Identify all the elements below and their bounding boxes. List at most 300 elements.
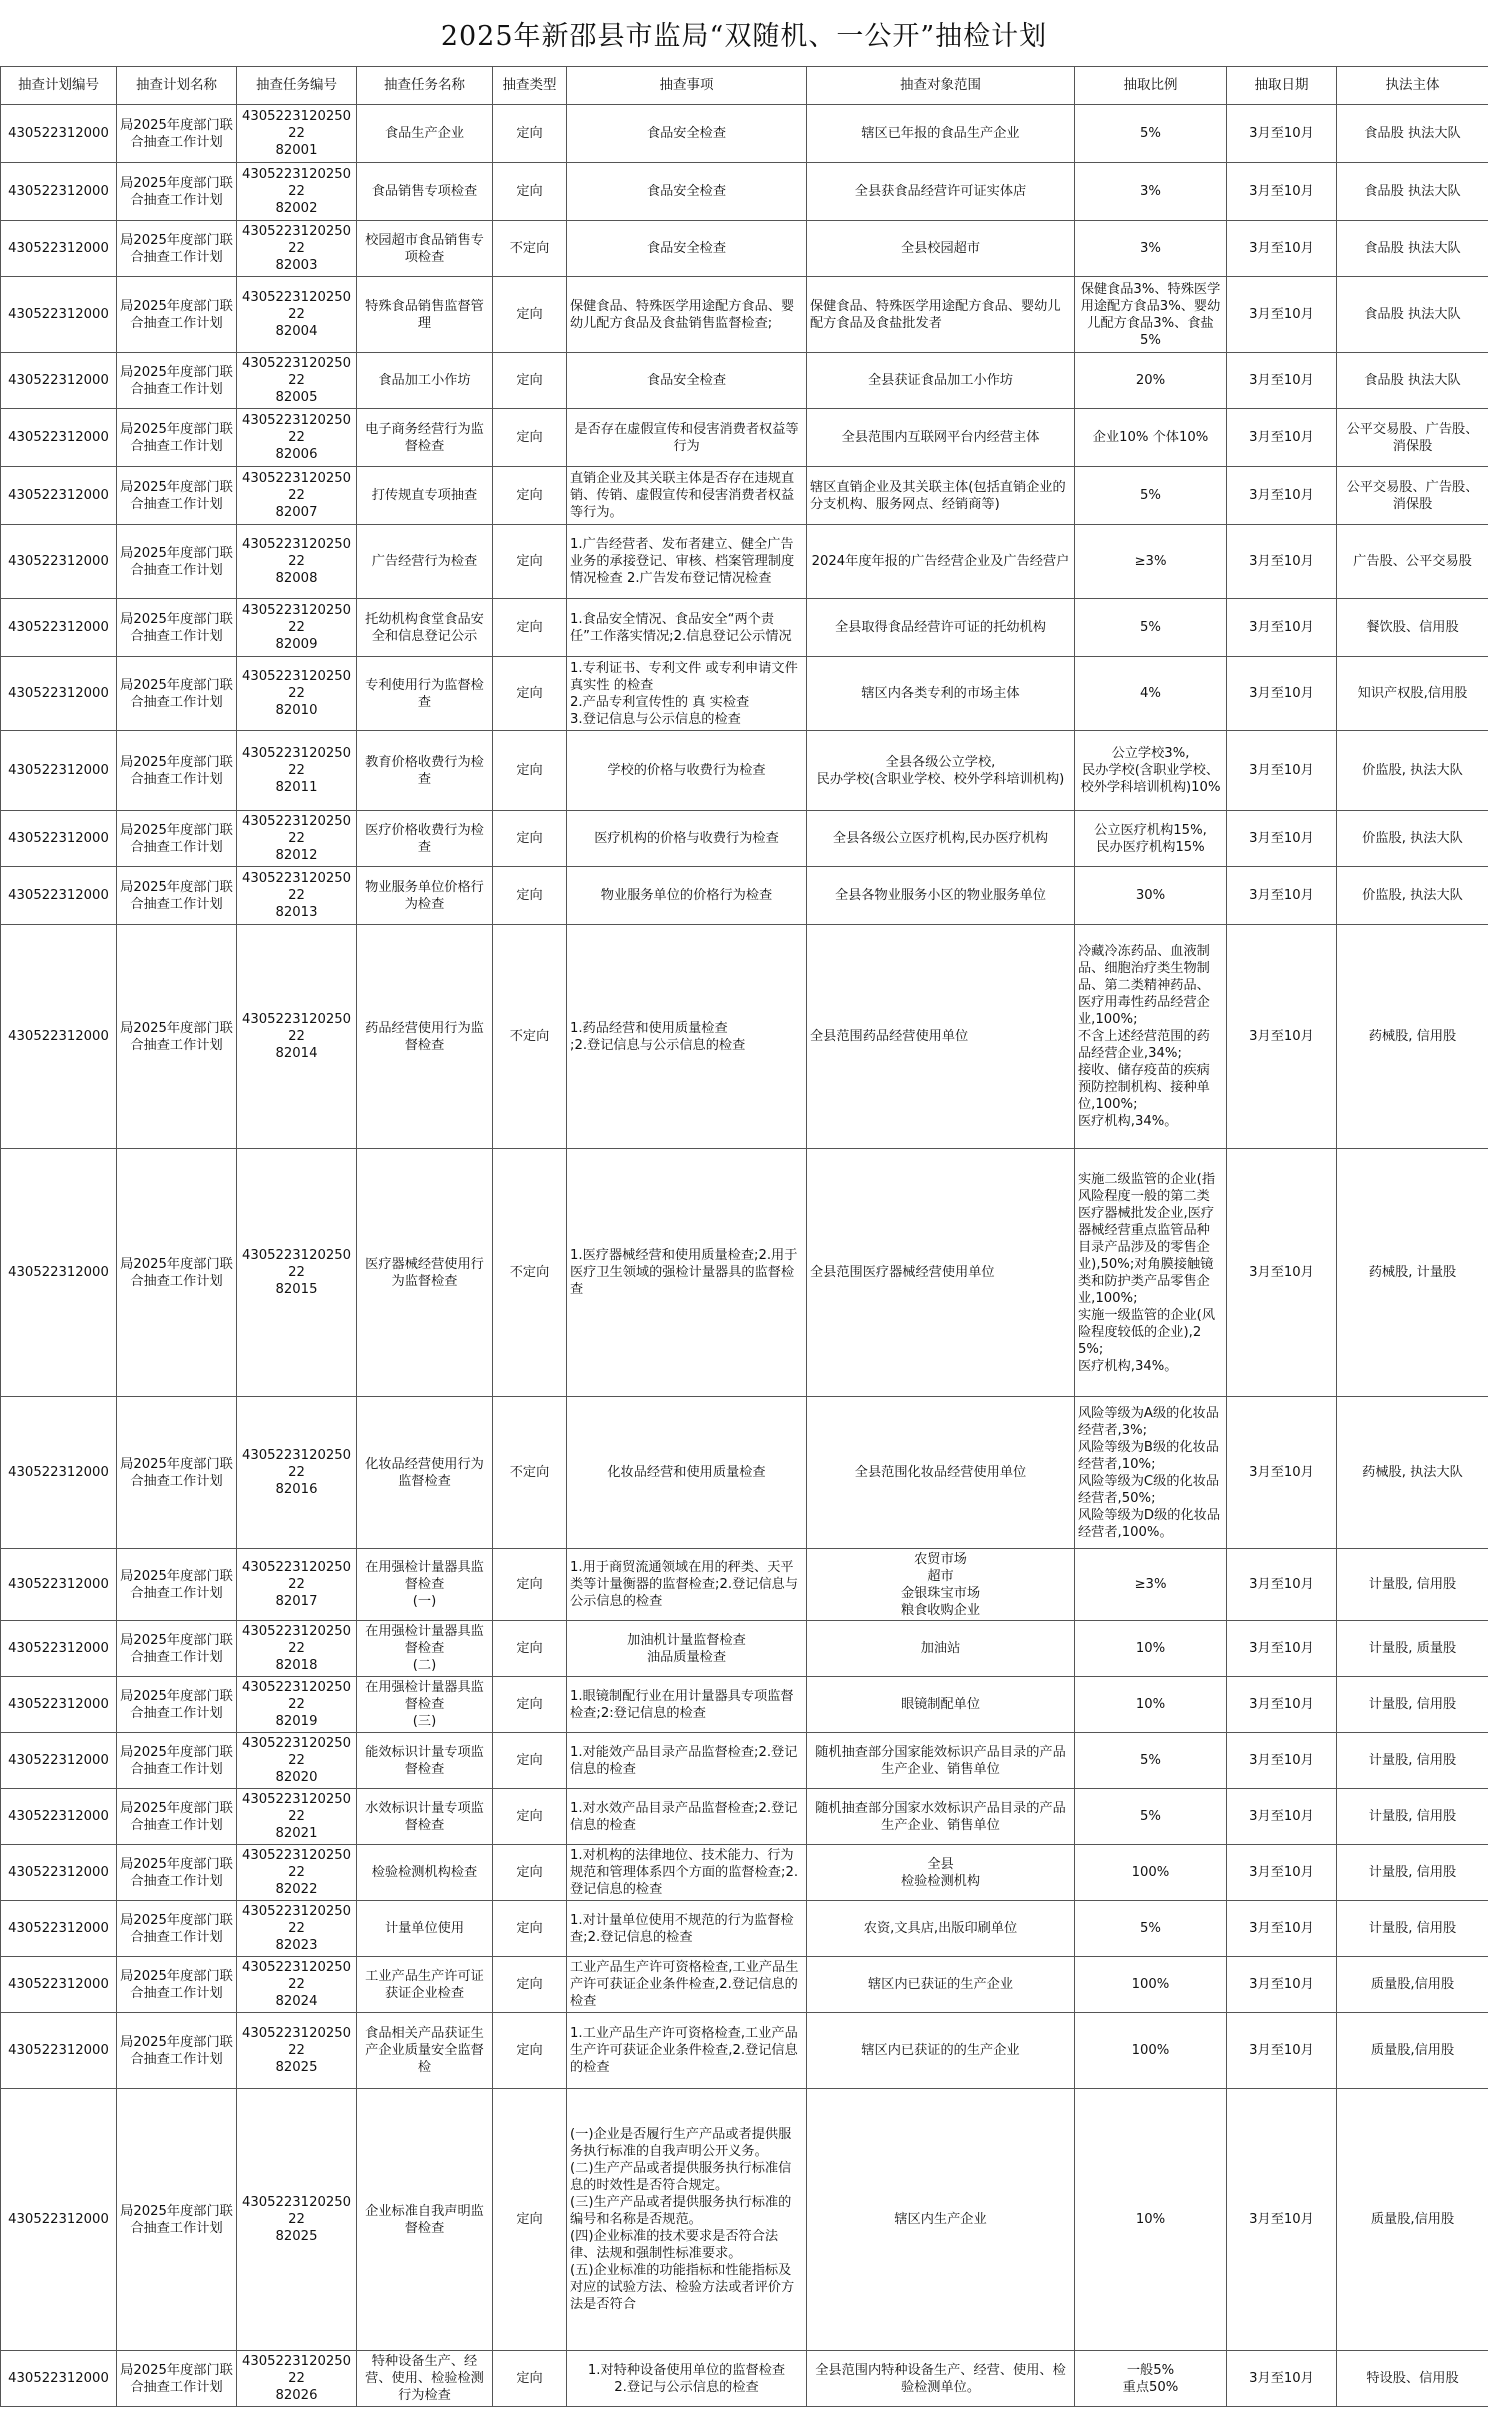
- table-row: [1, 657, 1488, 731]
- table-row: [1, 2351, 1488, 2407]
- type-cell: 定向: [493, 467, 567, 525]
- authority-cell: 公平交易股、广告股、消保股: [1337, 409, 1488, 467]
- plan-name-cell: 局2025年度部门联合抽查工作计划: [117, 1621, 237, 1677]
- plan-id-cell: 430522312000: [1, 811, 117, 867]
- date-cell: 3月至10月: [1227, 1549, 1337, 1621]
- header-plan-name: 抽查计划名称: [117, 67, 237, 105]
- scope-cell: 加油站: [807, 1621, 1075, 1677]
- authority-cell: 计量股, 信用股: [1337, 1733, 1488, 1789]
- scope-cell: 辖区内生产企业: [807, 2089, 1075, 2351]
- plan-id-cell: 430522312000: [1, 599, 117, 657]
- authority-cell: 食品股 执法大队: [1337, 221, 1488, 277]
- ratio-cell: 企业10% 个体10%: [1075, 409, 1227, 467]
- table-row: [1, 731, 1488, 811]
- date-cell: 3月至10月: [1227, 1149, 1337, 1397]
- plan-name-cell: 局2025年度部门联合抽查工作计划: [117, 731, 237, 811]
- date-cell: 3月至10月: [1227, 1901, 1337, 1957]
- table-row: [1, 2013, 1488, 2089]
- items-cell: 1.对机构的法律地位、技术能力、行为规范和管理体系四个方面的监督检查;2.登记信息的检查: [567, 1845, 807, 1901]
- type-cell: 定向: [493, 1957, 567, 2013]
- ratio-cell: 3%: [1075, 221, 1227, 277]
- task-id-cell: 430522312025022 82025: [237, 2089, 357, 2351]
- date-cell: 3月至10月: [1227, 925, 1337, 1149]
- task-id-cell: 430522312025022 82024: [237, 1957, 357, 2013]
- task-name-cell: 食品销售专项检查: [357, 163, 493, 221]
- header-scope: 抽查对象范围: [807, 67, 1075, 105]
- scope-cell: 全县 检验检测机构: [807, 1845, 1075, 1901]
- type-cell: 定向: [493, 2351, 567, 2407]
- plan-name-cell: 局2025年度部门联合抽查工作计划: [117, 867, 237, 925]
- authority-cell: 广告股、公平交易股: [1337, 525, 1488, 599]
- scope-cell: 全县各物业服务小区的物业服务单位: [807, 867, 1075, 925]
- items-cell: 1.眼镜制配行业在用计量器具专项监督检查;2:登记信息的检查: [567, 1677, 807, 1733]
- table-row: [1, 525, 1488, 599]
- items-cell: 是否存在虚假宣传和侵害消费者权益等行为: [567, 409, 807, 467]
- task-name-cell: 食品生产企业: [357, 105, 493, 163]
- ratio-cell: 5%: [1075, 599, 1227, 657]
- authority-cell: 计量股, 信用股: [1337, 1845, 1488, 1901]
- task-name-cell: 特殊食品销售监督管理: [357, 277, 493, 353]
- scope-cell: 全县范围化妆品经营使用单位: [807, 1397, 1075, 1549]
- authority-cell: 质量股,信用股: [1337, 1957, 1488, 2013]
- ratio-cell: 100%: [1075, 2013, 1227, 2089]
- date-cell: 3月至10月: [1227, 731, 1337, 811]
- type-cell: 定向: [493, 1677, 567, 1733]
- type-cell: 定向: [493, 277, 567, 353]
- plan-id-cell: 430522312000: [1, 657, 117, 731]
- table-row: [1, 1845, 1488, 1901]
- plan-id-cell: 430522312000: [1, 1789, 117, 1845]
- plan-name-cell: 局2025年度部门联合抽查工作计划: [117, 1901, 237, 1957]
- ratio-cell: 4%: [1075, 657, 1227, 731]
- scope-cell: 全县取得食品经营许可证的托幼机构: [807, 599, 1075, 657]
- task-id-cell: 430522312025022 82009: [237, 599, 357, 657]
- date-cell: 3月至10月: [1227, 409, 1337, 467]
- task-id-cell: 430522312025022 82007: [237, 467, 357, 525]
- table-row: [1, 163, 1488, 221]
- plan-name-cell: 局2025年度部门联合抽查工作计划: [117, 221, 237, 277]
- date-cell: 3月至10月: [1227, 599, 1337, 657]
- task-id-cell: 430522312025022 82020: [237, 1733, 357, 1789]
- task-name-cell: 药品经营使用行为监督检查: [357, 925, 493, 1149]
- date-cell: 3月至10月: [1227, 1845, 1337, 1901]
- task-id-cell: 430522312025022 82018: [237, 1621, 357, 1677]
- task-name-cell: 计量单位使用: [357, 1901, 493, 1957]
- task-name-cell: 专利使用行为监督检查: [357, 657, 493, 731]
- task-name-cell: 医疗价格收费行为检查: [357, 811, 493, 867]
- scope-cell: 农贸市场 超市 金银珠宝市场 粮食收购企业: [807, 1549, 1075, 1621]
- task-name-cell: 企业标准自我声明监督检查: [357, 2089, 493, 2351]
- items-cell: 加油机计量监督检查 油品质量检查: [567, 1621, 807, 1677]
- plan-id-cell: 430522312000: [1, 867, 117, 925]
- header-row: [1, 67, 1488, 105]
- plan-name-cell: 局2025年度部门联合抽查工作计划: [117, 925, 237, 1149]
- plan-id-cell: 430522312000: [1, 1621, 117, 1677]
- table-row: [1, 1789, 1488, 1845]
- ratio-cell: 5%: [1075, 467, 1227, 525]
- plan-name-cell: 局2025年度部门联合抽查工作计划: [117, 2013, 237, 2089]
- task-id-cell: 430522312025022 82025: [237, 2013, 357, 2089]
- items-cell: 食品安全检查: [567, 221, 807, 277]
- date-cell: 3月至10月: [1227, 867, 1337, 925]
- items-cell: 1.对水效产品目录产品监督检查;2.登记信息的检查: [567, 1789, 807, 1845]
- items-cell: 1.用于商贸流通领域在用的秤类、天平类等计量衡器的监督检查;2.登记信息与公示信息的检查: [567, 1549, 807, 1621]
- ratio-cell: 100%: [1075, 1845, 1227, 1901]
- items-cell: 食品安全检查: [567, 353, 807, 409]
- plan-id-cell: 430522312000: [1, 1397, 117, 1549]
- plan-name-cell: 局2025年度部门联合抽查工作计划: [117, 277, 237, 353]
- plan-id-cell: 430522312000: [1, 353, 117, 409]
- authority-cell: 计量股, 质量股: [1337, 1621, 1488, 1677]
- task-name-cell: 广告经营行为检查: [357, 525, 493, 599]
- plan-name-cell: 局2025年度部门联合抽查工作计划: [117, 409, 237, 467]
- task-name-cell: 能效标识计量专项监督检查: [357, 1733, 493, 1789]
- table-row: [1, 1549, 1488, 1621]
- plan-id-cell: 430522312000: [1, 1733, 117, 1789]
- task-id-cell: 430522312025022 82023: [237, 1901, 357, 1957]
- plan-name-cell: 局2025年度部门联合抽查工作计划: [117, 163, 237, 221]
- task-id-cell: 430522312025022 82014: [237, 925, 357, 1149]
- task-name-cell: 工业产品生产许可证获证企业检查: [357, 1957, 493, 2013]
- task-name-cell: 在用强检计量器具监督检查 (一): [357, 1549, 493, 1621]
- task-id-cell: 430522312025022 82017: [237, 1549, 357, 1621]
- inspection-plan-table: [0, 66, 1488, 2425]
- authority-cell: 计量股, 信用股: [1337, 1789, 1488, 1845]
- date-cell: 3月至10月: [1227, 525, 1337, 599]
- ratio-cell: 30%: [1075, 867, 1227, 925]
- plan-id-cell: 430522312000: [1, 925, 117, 1149]
- scope-cell: 眼镜制配单位: [807, 1677, 1075, 1733]
- plan-id-cell: 430522312000: [1, 467, 117, 525]
- type-cell: 定向: [493, 731, 567, 811]
- table-row: [1, 2089, 1488, 2351]
- plan-id-cell: 430522312000: [1, 221, 117, 277]
- date-cell: 3月至10月: [1227, 1397, 1337, 1549]
- plan-name-cell: 局2025年度部门联合抽查工作计划: [117, 1149, 237, 1397]
- table-body: [1, 105, 1488, 2407]
- task-id-cell: 430522312025022 82011: [237, 731, 357, 811]
- ratio-cell: 风险等级为A级的化妆品经营者,3%; 风险等级为B级的化妆品经营者,10%; 风险等级为C级的化妆品经营者,50%; 风险等级为D级的化妆品经营者,100%。: [1075, 1397, 1227, 1549]
- items-cell: 1.专利证书、专利文件 或专利申请文件真实性 的检查 2.产品专利宣传性的 真 实检查 3.登记信息与公示信息的检查: [567, 657, 807, 731]
- items-cell: 1.对特种设备使用单位的监督检查 2.登记与公示信息的检查: [567, 2351, 807, 2407]
- header-plan-id: 抽查计划编号: [1, 67, 117, 105]
- table-row: [1, 1733, 1488, 1789]
- scope-cell: 全县各级公立医疗机构,民办医疗机构: [807, 811, 1075, 867]
- plan-name-cell: 局2025年度部门联合抽查工作计划: [117, 1789, 237, 1845]
- task-name-cell: 教育价格收费行为检查: [357, 731, 493, 811]
- type-cell: 定向: [493, 525, 567, 599]
- header-authority: 执法主体: [1337, 67, 1488, 105]
- authority-cell: 价监股, 执法大队: [1337, 811, 1488, 867]
- items-cell: (一)企业是否履行生产产品或者提供服务执行标准的自我声明公开义务。 (二)生产产品或者提供服务执行标准信息的时效性是否符合规定。 (三)生产产品或者提供服务执行标准的编号和名称是否规范。 (四)企业标准的技术要求是否符合法律、法规和强制性标准要求。 (五)企业标准的功能指标和性能指标及对应的试验方法、检验方法或者评价方法是否符合: [567, 2089, 807, 2351]
- type-cell: 定向: [493, 811, 567, 867]
- plan-id-cell: 430522312000: [1, 1677, 117, 1733]
- task-id-cell: 430522312025022 82012: [237, 811, 357, 867]
- items-cell: 食品安全检查: [567, 105, 807, 163]
- table-row: [1, 1149, 1488, 1397]
- date-cell: 3月至10月: [1227, 811, 1337, 867]
- ratio-cell: 公立学校3%, 民办学校(含职业学校、校外学科培训机构)10%: [1075, 731, 1227, 811]
- date-cell: 3月至10月: [1227, 1957, 1337, 2013]
- plan-name-cell: 局2025年度部门联合抽查工作计划: [117, 1549, 237, 1621]
- plan-name-cell: 局2025年度部门联合抽查工作计划: [117, 353, 237, 409]
- task-name-cell: 食品相关产品获证生产企业质量安全监督检: [357, 2013, 493, 2089]
- plan-name-cell: 局2025年度部门联合抽查工作计划: [117, 1397, 237, 1549]
- type-cell: 定向: [493, 867, 567, 925]
- type-cell: 不定向: [493, 1149, 567, 1397]
- plan-id-cell: 430522312000: [1, 2013, 117, 2089]
- table-row: [1, 1621, 1488, 1677]
- authority-cell: 药械股, 执法大队: [1337, 1397, 1488, 1549]
- authority-cell: 食品股 执法大队: [1337, 353, 1488, 409]
- date-cell: 3月至10月: [1227, 221, 1337, 277]
- scope-cell: 辖区已年报的食品生产企业: [807, 105, 1075, 163]
- task-id-cell: 430522312025022 82004: [237, 277, 357, 353]
- scope-cell: 全县范围医疗器械经营使用单位: [807, 1149, 1075, 1397]
- items-cell: 1.广告经营者、发布者建立、健全广告业务的承接登记、审核、档案管理制度情况检查 2.广告发布登记情况检查: [567, 525, 807, 599]
- type-cell: 定向: [493, 1901, 567, 1957]
- ratio-cell: 5%: [1075, 105, 1227, 163]
- task-name-cell: 特种设备生产、经营、使用、检验检测行为检查: [357, 2351, 493, 2407]
- type-cell: 定向: [493, 1789, 567, 1845]
- table-row: [1, 1677, 1488, 1733]
- items-cell: 学校的价格与收费行为检查: [567, 731, 807, 811]
- task-name-cell: 食品加工小作坊: [357, 353, 493, 409]
- items-cell: 物业服务单位的价格行为检查: [567, 867, 807, 925]
- plan-id-cell: 430522312000: [1, 1901, 117, 1957]
- date-cell: 3月至10月: [1227, 163, 1337, 221]
- authority-cell: 食品股 执法大队: [1337, 105, 1488, 163]
- type-cell: 定向: [493, 163, 567, 221]
- items-cell: 1.医疗器械经营和使用质量检查;2.用于医疗卫生领域的强检计量器具的监督检查: [567, 1149, 807, 1397]
- authority-cell: 质量股,信用股: [1337, 2013, 1488, 2089]
- ratio-cell: 5%: [1075, 1789, 1227, 1845]
- plan-name-cell: 局2025年度部门联合抽查工作计划: [117, 2351, 237, 2407]
- scope-cell: 保健食品、特殊医学用途配方食品、婴幼儿配方食品及食盐批发者: [807, 277, 1075, 353]
- plan-name-cell: 局2025年度部门联合抽查工作计划: [117, 467, 237, 525]
- type-cell: 定向: [493, 2013, 567, 2089]
- scope-cell: 全县各级公立学校, 民办学校(含职业学校、校外学科培训机构): [807, 731, 1075, 811]
- task-name-cell: 打传规直专项抽查: [357, 467, 493, 525]
- task-id-cell: 430522312025022 82026: [237, 2351, 357, 2407]
- ratio-cell: 100%: [1075, 1957, 1227, 2013]
- authority-cell: 药械股, 信用股: [1337, 925, 1488, 1149]
- ratio-cell: 10%: [1075, 2089, 1227, 2351]
- scope-cell: 辖区内已获证的的生产企业: [807, 2013, 1075, 2089]
- scope-cell: 辖区内各类专利的市场主体: [807, 657, 1075, 731]
- date-cell: 3月至10月: [1227, 657, 1337, 731]
- authority-cell: 食品股 执法大队: [1337, 163, 1488, 221]
- type-cell: 定向: [493, 1621, 567, 1677]
- header-task-id: 抽查任务编号: [237, 67, 357, 105]
- task-name-cell: 水效标识计量专项监督检查: [357, 1789, 493, 1845]
- table-row: [1, 467, 1488, 525]
- authority-cell: 价监股, 执法大队: [1337, 731, 1488, 811]
- scope-cell: 全县获证食品加工小作坊: [807, 353, 1075, 409]
- page-title: 2025年新邵县市监局“双随机、一公开”抽检计划: [440, 20, 1048, 52]
- plan-id-cell: 430522312000: [1, 409, 117, 467]
- type-cell: 不定向: [493, 1397, 567, 1549]
- task-id-cell: 430522312025022 82015: [237, 1149, 357, 1397]
- ratio-cell: 实施二级监管的企业(指风险程度一般的第二类医疗器械批发企业,医疗器械经营重点监管品种目录产品涉及的零售企业),50%;对角膜接触镜类和防护类产品零售企业,100%; 实施一级监管的企业(风险程度较低的企业),25%; 医疗机构,34%。: [1075, 1149, 1227, 1397]
- type-cell: 定向: [493, 1549, 567, 1621]
- plan-id-cell: 430522312000: [1, 2089, 117, 2351]
- task-name-cell: 医疗器械经营使用行为监督检查: [357, 1149, 493, 1397]
- ratio-cell: 一般5% 重点50%: [1075, 2351, 1227, 2407]
- items-cell: 1.药品经营和使用质量检查 ;2.登记信息与公示信息的检查: [567, 925, 807, 1149]
- header-items: 抽查事项: [567, 67, 807, 105]
- table-row: [1, 599, 1488, 657]
- plan-id-cell: 430522312000: [1, 163, 117, 221]
- ratio-cell: 保健食品3%、特殊医学用途配方食品3%、婴幼儿配方食品3%、食盐5%: [1075, 277, 1227, 353]
- table-row: [1, 1397, 1488, 1549]
- scope-cell: 随机抽查部分国家水效标识产品目录的产品生产企业、销售单位: [807, 1789, 1075, 1845]
- ratio-cell: 5%: [1075, 1901, 1227, 1957]
- task-name-cell: 电子商务经营行为监督检查: [357, 409, 493, 467]
- type-cell: 定向: [493, 599, 567, 657]
- plan-table: [0, 66, 1488, 2407]
- items-cell: 1.工业产品生产许可资格检查,工业产品生产许可获证企业条件检查,2.登记信息的检查: [567, 2013, 807, 2089]
- plan-name-cell: 局2025年度部门联合抽查工作计划: [117, 599, 237, 657]
- task-id-cell: 430522312025022 82022: [237, 1845, 357, 1901]
- header-type: 抽查类型: [493, 67, 567, 105]
- authority-cell: 食品股 执法大队: [1337, 277, 1488, 353]
- items-cell: 1.食品安全情况、食品安全“两个责任”工作落实情况;2.信息登记公示情况: [567, 599, 807, 657]
- plan-name-cell: 局2025年度部门联合抽查工作计划: [117, 657, 237, 731]
- type-cell: 定向: [493, 1733, 567, 1789]
- plan-name-cell: 局2025年度部门联合抽查工作计划: [117, 1677, 237, 1733]
- items-cell: 保健食品、特殊医学用途配方食品、婴幼儿配方食品及食盐销售监督检查;: [567, 277, 807, 353]
- table-row: [1, 409, 1488, 467]
- ratio-cell: 冷藏冷冻药品、血液制品、细胞治疗类生物制品、第二类精神药品、医疗用毒性药品经营企业,100%; 不含上述经营范围的药品经营企业,34%; 接收、储存疫苗的疾病预防控制机构、接种单位,100%; 医疗机构,34%。: [1075, 925, 1227, 1149]
- plan-name-cell: 局2025年度部门联合抽查工作计划: [117, 2089, 237, 2351]
- authority-cell: 餐饮股、信用股: [1337, 599, 1488, 657]
- date-cell: 3月至10月: [1227, 1733, 1337, 1789]
- authority-cell: 计量股, 信用股: [1337, 1549, 1488, 1621]
- plan-id-cell: 430522312000: [1, 1549, 117, 1621]
- plan-name-cell: 局2025年度部门联合抽查工作计划: [117, 811, 237, 867]
- table-row: [1, 867, 1488, 925]
- items-cell: 化妆品经营和使用质量检查: [567, 1397, 807, 1549]
- plan-name-cell: 局2025年度部门联合抽查工作计划: [117, 525, 237, 599]
- task-id-cell: 430522312025022 82001: [237, 105, 357, 163]
- authority-cell: 价监股, 执法大队: [1337, 867, 1488, 925]
- type-cell: 定向: [493, 657, 567, 731]
- authority-cell: 知识产权股,信用股: [1337, 657, 1488, 731]
- ratio-cell: 20%: [1075, 353, 1227, 409]
- task-name-cell: 化妆品经营使用行为监督检查: [357, 1397, 493, 1549]
- plan-id-cell: 430522312000: [1, 525, 117, 599]
- scope-cell: 随机抽查部分国家能效标识产品目录的产品生产企业、销售单位: [807, 1733, 1075, 1789]
- type-cell: 定向: [493, 353, 567, 409]
- table-row: [1, 1957, 1488, 2013]
- date-cell: 3月至10月: [1227, 467, 1337, 525]
- ratio-cell: ≥3%: [1075, 525, 1227, 599]
- table-row: [1, 1901, 1488, 1957]
- plan-id-cell: 430522312000: [1, 1957, 117, 2013]
- ratio-cell: 公立医疗机构15%, 民办医疗机构15%: [1075, 811, 1227, 867]
- date-cell: 3月至10月: [1227, 1621, 1337, 1677]
- task-name-cell: 物业服务单位价格行为检查: [357, 867, 493, 925]
- scope-cell: 2024年度年报的广告经营企业及广告经营户: [807, 525, 1075, 599]
- authority-cell: 计量股, 信用股: [1337, 1901, 1488, 1957]
- date-cell: 3月至10月: [1227, 1789, 1337, 1845]
- table-row: [1, 925, 1488, 1149]
- authority-cell: 药械股, 计量股: [1337, 1149, 1488, 1397]
- scope-cell: 全县校园超市: [807, 221, 1075, 277]
- task-name-cell: 在用强检计量器具监督检查 (三): [357, 1677, 493, 1733]
- scope-cell: 全县获食品经营许可证实体店: [807, 163, 1075, 221]
- type-cell: 不定向: [493, 221, 567, 277]
- items-cell: 工业产品生产许可资格检查,工业产品生产许可获证企业条件检查,2.登记信息的检查: [567, 1957, 807, 2013]
- plan-id-cell: 430522312000: [1, 1149, 117, 1397]
- plan-id-cell: 430522312000: [1, 1845, 117, 1901]
- items-cell: 直销企业及其关联主体是否存在违规直销、传销、虚假宣传和侵害消费者权益等行为。: [567, 467, 807, 525]
- type-cell: 定向: [493, 1845, 567, 1901]
- plan-name-cell: 局2025年度部门联合抽查工作计划: [117, 105, 237, 163]
- items-cell: 食品安全检查: [567, 163, 807, 221]
- plan-id-cell: 430522312000: [1, 105, 117, 163]
- task-id-cell: 430522312025022 82010: [237, 657, 357, 731]
- items-cell: 1.对能效产品目录产品监督检查;2.登记信息的检查: [567, 1733, 807, 1789]
- authority-cell: 质量股,信用股: [1337, 2089, 1488, 2351]
- task-id-cell: 430522312025022 82005: [237, 353, 357, 409]
- scope-cell: 全县范围内特种设备生产、经营、使用、检验检测单位。: [807, 2351, 1075, 2407]
- plan-id-cell: 430522312000: [1, 277, 117, 353]
- scope-cell: 辖区内已获证的生产企业: [807, 1957, 1075, 2013]
- date-cell: 3月至10月: [1227, 2013, 1337, 2089]
- task-id-cell: 430522312025022 82002: [237, 163, 357, 221]
- task-id-cell: 430522312025022 82021: [237, 1789, 357, 1845]
- table-row: [1, 277, 1488, 353]
- plan-name-cell: 局2025年度部门联合抽查工作计划: [117, 1845, 237, 1901]
- type-cell: 定向: [493, 409, 567, 467]
- items-cell: 1.对计量单位使用不规范的行为监督检查;2.登记信息的检查: [567, 1901, 807, 1957]
- scope-cell: 农资,文具店,出版印刷单位: [807, 1901, 1075, 1957]
- task-id-cell: 430522312025022 82006: [237, 409, 357, 467]
- task-id-cell: 430522312025022 82019: [237, 1677, 357, 1733]
- task-name-cell: 检验检测机构检查: [357, 1845, 493, 1901]
- type-cell: 定向: [493, 105, 567, 163]
- plan-id-cell: 430522312000: [1, 731, 117, 811]
- task-name-cell: 在用强检计量器具监督检查 (二): [357, 1621, 493, 1677]
- type-cell: 不定向: [493, 925, 567, 1149]
- scope-cell: 全县范围内互联网平台内经营主体: [807, 409, 1075, 467]
- task-id-cell: 430522312025022 82013: [237, 867, 357, 925]
- date-cell: 3月至10月: [1227, 2089, 1337, 2351]
- ratio-cell: ≥3%: [1075, 1549, 1227, 1621]
- date-cell: 3月至10月: [1227, 1677, 1337, 1733]
- scope-cell: 辖区直销企业及其关联主体(包括直销企业的分支机构、服务网点、经销商等): [807, 467, 1075, 525]
- authority-cell: 公平交易股、广告股、消保股: [1337, 467, 1488, 525]
- header-task-name: 抽查任务名称: [357, 67, 493, 105]
- authority-cell: 计量股, 信用股: [1337, 1677, 1488, 1733]
- type-cell: 定向: [493, 2089, 567, 2351]
- header-ratio: 抽取比例: [1075, 67, 1227, 105]
- task-name-cell: 校园超市食品销售专项检查: [357, 221, 493, 277]
- items-cell: 医疗机构的价格与收费行为检查: [567, 811, 807, 867]
- plan-name-cell: 局2025年度部门联合抽查工作计划: [117, 1733, 237, 1789]
- ratio-cell: 3%: [1075, 163, 1227, 221]
- date-cell: 3月至10月: [1227, 277, 1337, 353]
- date-cell: 3月至10月: [1227, 2351, 1337, 2407]
- date-cell: 3月至10月: [1227, 105, 1337, 163]
- plan-id-cell: 430522312000: [1, 2351, 117, 2407]
- ratio-cell: 5%: [1075, 1733, 1227, 1789]
- task-name-cell: 托幼机构食堂食品安全和信息登记公示: [357, 599, 493, 657]
- table-row: [1, 353, 1488, 409]
- ratio-cell: 10%: [1075, 1621, 1227, 1677]
